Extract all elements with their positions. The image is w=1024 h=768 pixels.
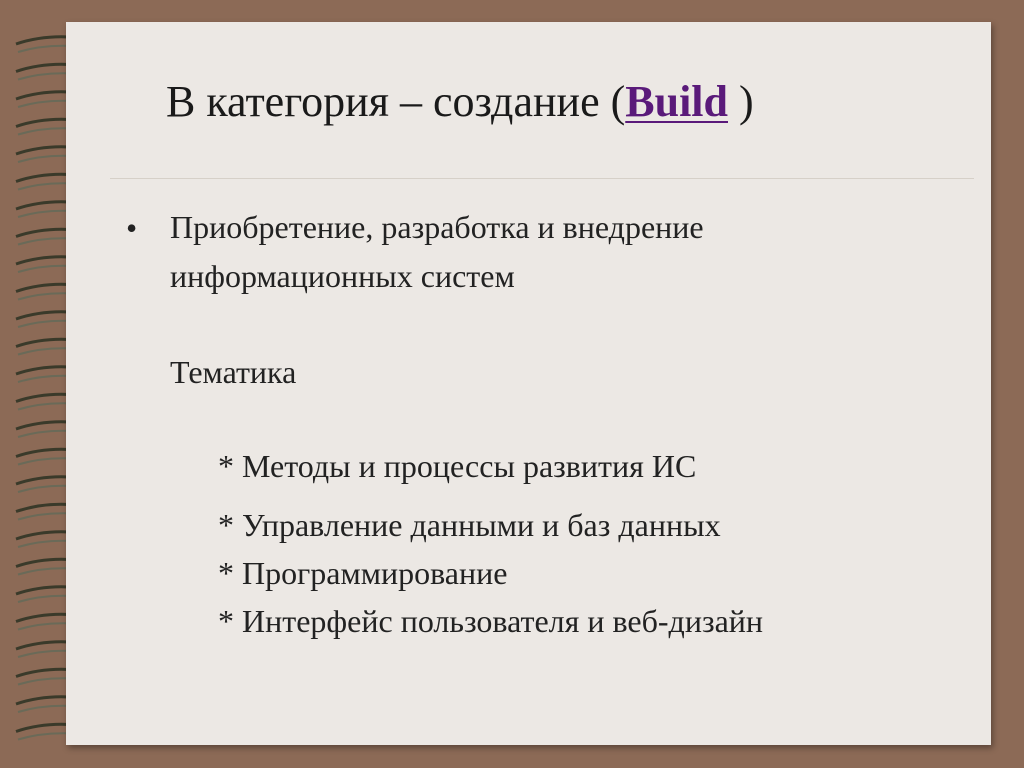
topic-item: * Управление данными и баз данных [218,507,721,543]
bullet-marker: • [126,210,138,246]
slide-title [166,76,754,129]
bullet-line-1: Приобретение, разработка и внедрение [170,209,704,245]
bullet-line-2: информационных систем [170,258,515,294]
topic-item: * Программирование [218,555,508,591]
title-suffix: ) [728,77,754,126]
title-divider [110,178,974,179]
subheading: Тематика [170,354,297,390]
build-link[interactable]: Build [625,77,728,126]
topic-item: * Интерфейс пользователя и веб-дизайн [218,603,764,639]
topic-item: * Методы и процессы развития ИС [218,448,697,484]
title-prefix: В категория – создание ( [166,77,626,126]
